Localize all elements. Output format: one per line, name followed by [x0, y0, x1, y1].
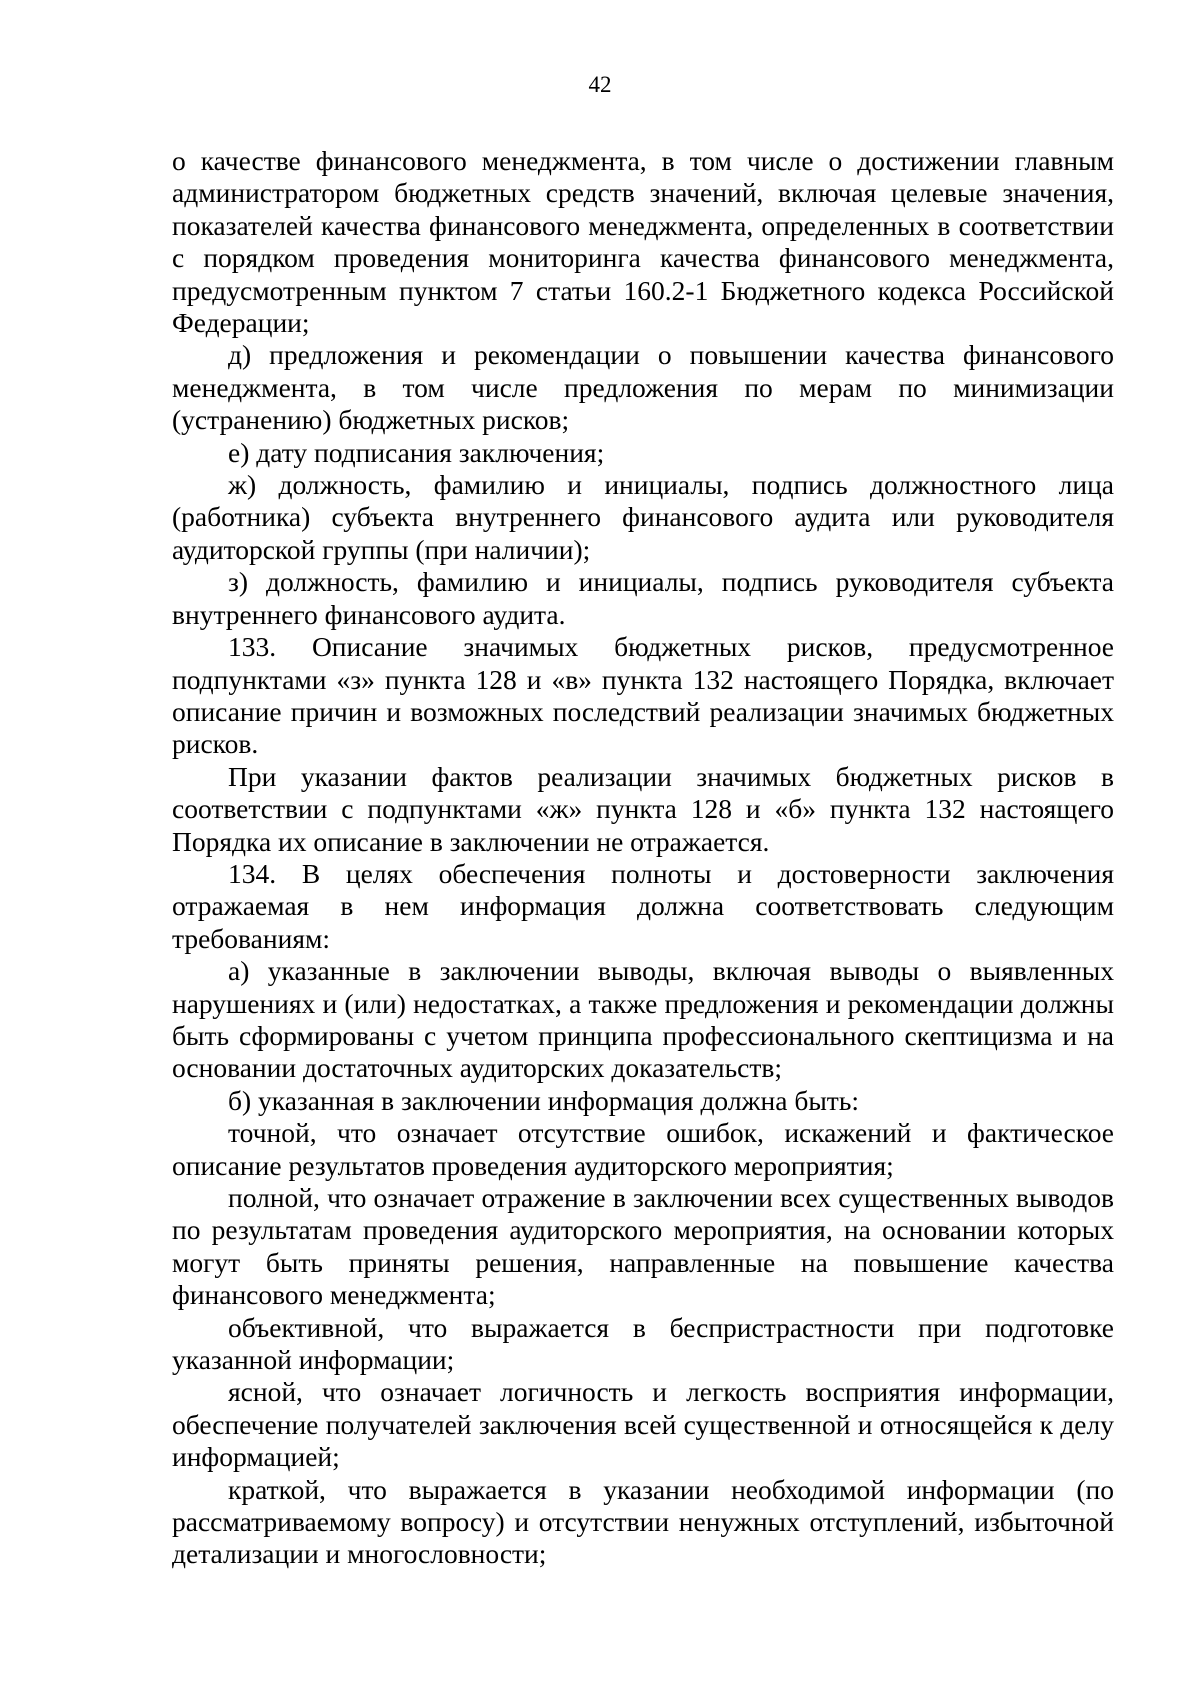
page-number: 42	[588, 72, 612, 97]
paragraph-item-d: д) предложения и рекомендации о повышении качества финансового менеджмента, в том числе предложения по мерам по минимизации (устранению) бюджетных рисков;	[172, 339, 1114, 436]
paragraph-clause-133-note: При указании фактов реализации значимых бюджетных рисков в соответствии с подпунктами «ж» пункта 128 и «б» пункта 132 настоящего Порядка их описание в заключении не отражается.	[172, 760, 1114, 857]
paragraph-item-e: е) дату подписания заключения;	[228, 436, 605, 468]
paragraph-clear: ясной, что означает логичность и легкость восприятия информации, обеспечение получателей заключения всей существенной и относящейся к делу информацией;	[172, 1376, 1114, 1473]
paragraph-item-z: з) должность, фамилию и инициалы, подпись руководителя субъекта внутреннего финансового аудита.	[172, 566, 1114, 630]
paragraph-continuation: о качестве финансового менеджмента, в том числе о достижении главным администратором бюджетных средств значений, включая целевые значения, показателей качества финансового менеджмента, определенных в соответствии с порядком проведения мониторинга качества финансового менеджмента, предусмотренным пунктом 7 статьи 160.2-1 Бюджетного кодекса Российской Федерации;	[172, 145, 1114, 339]
paragraph-accurate: точной, что означает отсутствие ошибок, искажений и фактическое описание результатов проведения аудиторского мероприятия;	[172, 1117, 1114, 1181]
paragraph-clause-134: 134. В целях обеспечения полноты и достоверности заключения отражаемая в нем информация должна соответствовать следующим требованиям:	[172, 857, 1114, 954]
paragraph-brief: краткой, что выражается в указании необходимой информации (по рассматриваемому вопросу) и отсутствии ненужных отступлений, избыточной детализации и многословности;	[172, 1473, 1114, 1570]
paragraph-item-b: б) указанная в заключении информация должна быть:	[228, 1084, 860, 1116]
paragraph-item-a: а) указанные в заключении выводы, включая выводы о выявленных нарушениях и (или) недостатках, а также предложения и рекомендации должны быть сформированы с учетом принципа профессионального скептицизма и на основании достаточных аудиторских доказательств;	[172, 955, 1114, 1084]
paragraph-clause-133: 133. Описание значимых бюджетных рисков, предусмотренное подпунктами «з» пункта 128 и «в» пункта 132 настоящего Порядка, включает описание причин и возможных последствий реализации значимых бюджетных рисков.	[172, 631, 1114, 760]
paragraph-item-zh: ж) должность, фамилию и инициалы, подпись должностного лица (работника) субъекта внутреннего финансового аудита или руководителя аудиторской группы (при наличии);	[172, 469, 1114, 565]
paragraph-complete: полной, что означает отражение в заключении всех существенных выводов по результатам проведения аудиторского мероприятия, на основании которых могут быть приняты решения, направленные на повышение качества финансового менеджмента;	[172, 1182, 1114, 1311]
document-body	[172, 145, 1114, 1571]
paragraph-objective: объективной, что выражается в беспристрастности при подготовке указанной информации;	[172, 1311, 1114, 1376]
